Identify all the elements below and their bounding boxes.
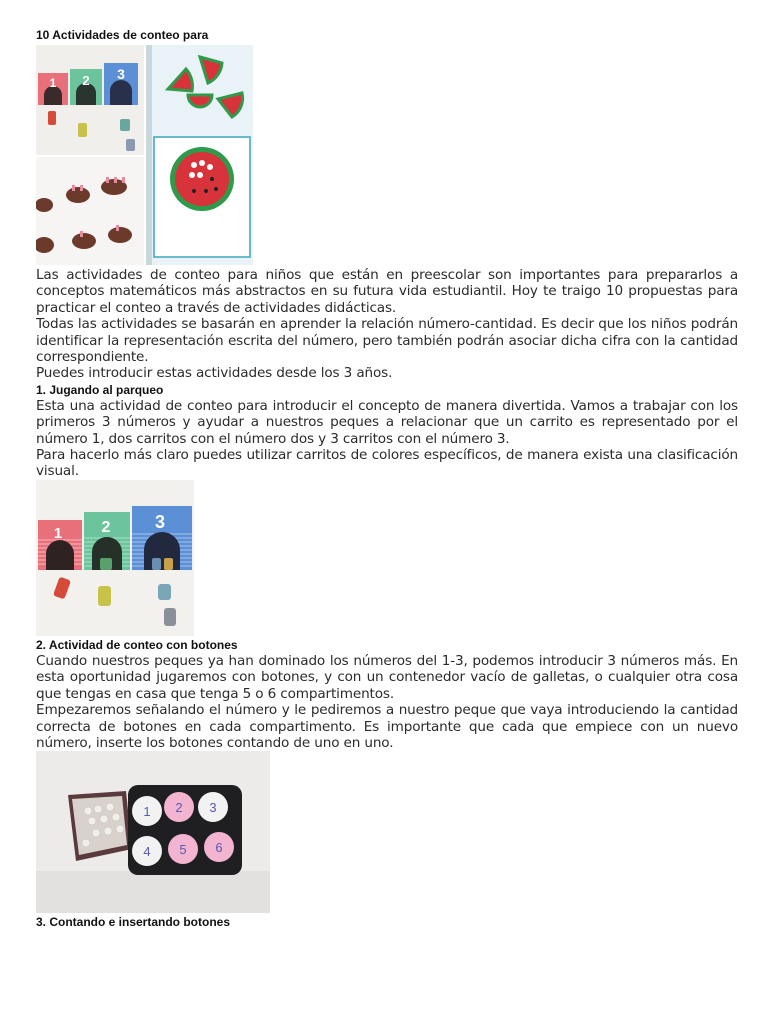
svg-text:2: 2	[101, 518, 111, 536]
document-page	[36, 28, 738, 930]
tray	[128, 785, 242, 875]
garage-3	[104, 63, 138, 105]
buttons-tray-image	[36, 751, 270, 913]
svg-text:4: 4	[143, 844, 151, 860]
intro-paragraph-2: Todas las actividades se basarán en aprender la relación número-cantidad. Es decir que los niños podrán identificar la representación escrita del número, pero también podrán asociar dicha cifra con la cantidad correspondiente.	[36, 316, 738, 366]
garage-1	[38, 520, 82, 570]
svg-text:5: 5	[179, 842, 187, 858]
svg-text:1: 1	[49, 76, 57, 90]
svg-text:2: 2	[82, 73, 90, 88]
garage-3	[132, 506, 192, 570]
svg-text:3: 3	[209, 800, 217, 816]
svg-text:6: 6	[215, 840, 223, 856]
svg-text:1: 1	[53, 524, 63, 542]
garage-2	[70, 69, 102, 105]
intro-paragraph-3: Puedes introducir estas actividades desde los 3 años.	[36, 365, 393, 382]
garage-2	[84, 512, 130, 570]
svg-text:1: 1	[143, 804, 151, 820]
intro-paragraph-1: Las actividades de conteo para niños que están en preescolar son importantes para prepararlos a conceptos matemáticos más abstractos en su futura vida estudiantil. Hoy te traigo 10 propuestas para practicar el conteo a través de actividades didácticas.	[36, 267, 738, 316]
section-2-heading: 2. Actividad de conteo con botones	[36, 637, 238, 652]
section-1-heading: 1. Jugando al parqueo	[36, 382, 164, 397]
section-3-heading: 3. Contando e insertando botones	[36, 915, 231, 930]
section-1-paragraph-2: Para hacerlo más claro puedes utilizar carritos de colores específicos, de manera exista una clasificación visual.	[36, 447, 738, 480]
section-2-paragraph-2: Empezaremos señalando el número y le pediremos a nuestro peque que vaya introduciendo la cantidad correcta de botones en cada compartimento. Es importante que cada que empiece con un nuevo número, inserte los botones contando de uno en uno.	[36, 702, 738, 751]
document-title: 10 Actividades de conteo para	[36, 28, 209, 42]
svg-text:3: 3	[154, 511, 166, 532]
svg-text:3: 3	[117, 66, 125, 82]
collage-image	[36, 45, 253, 265]
svg-text:2: 2	[175, 800, 183, 816]
button-box	[68, 791, 132, 861]
section-2-paragraph-1: Cuando nuestros peques ya han dominado los números del 1-3, podemos introducir 3 números más. En esta oportunidad jugaremos con botones, y con un contenedor vacío de galletas, o cualquier otra cosa que tengas en casa que tenga 5 o 6 compartimentos.	[36, 652, 738, 702]
garage-1	[38, 73, 68, 105]
section-1-paragraph-1: Esta una actividad de conteo para introducir el concepto de manera divertida. Vamos a trabajar con los primeros 3 números y ayudar a nuestros peques a relacionar que un carrito es representado por el número 1, dos carritos con el número dos y 3 carritos con el número 3.	[36, 397, 738, 447]
garages-image	[36, 480, 194, 636]
